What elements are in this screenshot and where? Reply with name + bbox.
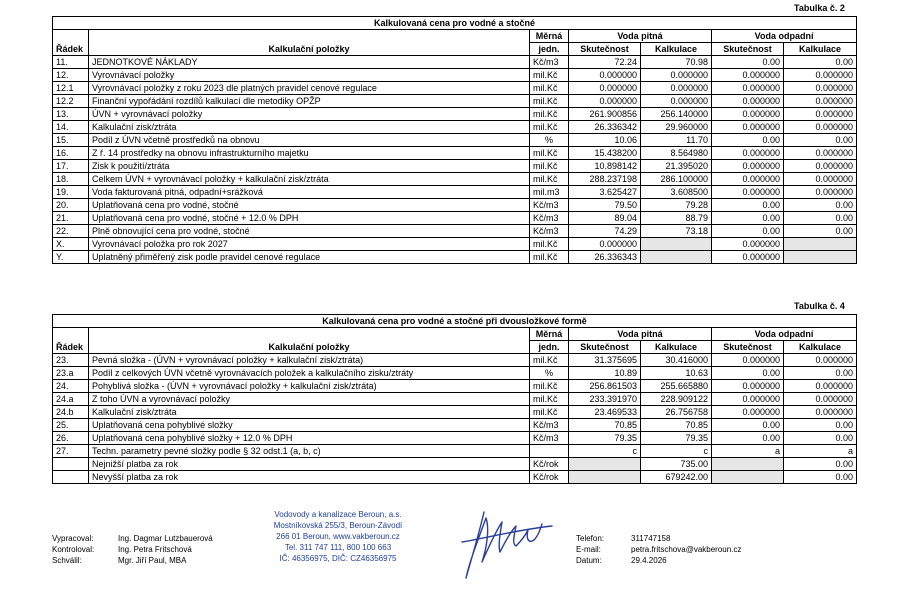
water-actual: 70.85 [569,419,641,432]
row-number: 24. [53,380,89,393]
item-name: Vyrovnávací položky [89,69,530,82]
item-name: Pohyblivá složka - (ÚVN + vyrovnávací položky + kalkulační zisk/ztráta) [89,380,530,393]
prepared-name: Ing. Dagmar Lutzbauerová [118,534,213,543]
water-actual: 233.391970 [569,393,641,406]
waste-calc: 0.000000 [784,406,857,419]
unit: % [530,134,569,147]
water-actual: 31.375695 [569,354,641,367]
waste-calc: 0.00 [784,134,857,147]
row-number: 12.2 [53,95,89,108]
table2-title: Kalkulovaná cena pro vodné a stočné [53,17,857,30]
waste-actual-header: Skutečnost [712,43,784,56]
item-name: Uplatňovaná cena pohyblivé složky + 12.0 % DPH [89,432,530,445]
item-name: Pevná složka - (ÚVN + vyrovnávací položky + kalkulační zisk/ztráta) [89,354,530,367]
waste-actual [712,458,784,471]
waste-actual: 0.000000 [712,251,784,264]
approved-label: Schválil: [52,556,82,565]
table-row [53,199,857,212]
waste-actual: 0.00 [712,199,784,212]
item-name: Vyrovnávací položka pro rok 2027 [89,238,530,251]
table4-title: Kalkulovaná cena pro vodné a stočné při dvousložkové formě [53,315,857,328]
stamp-line: Vodovody a kanalizace Beroun, a.s. [274,510,402,519]
table-row [53,432,857,445]
waste-actual: 0.00 [712,225,784,238]
water-calc: 3.608500 [641,186,712,199]
stamp-line: IČ: 46356975, DIČ: CZ46356975 [279,554,397,563]
checked-label: Kontroloval: [52,545,95,554]
unit: mil.Kč [530,121,569,134]
waste-actual: 0.00 [712,134,784,147]
water-actual: 10.06 [569,134,641,147]
company-stamp [248,509,428,564]
water-calc: 21.395020 [641,160,712,173]
waste-actual: 0.000000 [712,380,784,393]
unit: Kč/m3 [530,432,569,445]
table-row [53,380,857,393]
unit: Kč/m3 [530,212,569,225]
water-actual-header: Skutečnost [569,341,641,354]
waste-calc: 0.000000 [784,186,857,199]
water-actual: 79.50 [569,199,641,212]
waste-actual: 0.00 [712,432,784,445]
waste-actual: 0.000000 [712,95,784,108]
water-calc: 30.416000 [641,354,712,367]
waste-calc: 0.00 [784,199,857,212]
water-calc: 10.63 [641,367,712,380]
unit-header-bottom: jedn. [530,43,569,56]
water-actual: 10.898142 [569,160,641,173]
item-name: Finanční vypořádání rozdílů kalkulací dle metodiky OPŽP [89,95,530,108]
row-number [53,458,89,471]
waste-calc: 0.00 [784,225,857,238]
water-actual: 72.24 [569,56,641,69]
table-row [53,147,857,160]
item-name: Voda fakturovaná pitná, odpadní+srážková [89,186,530,199]
row-number: 11. [53,56,89,69]
water-calc: 0.000000 [641,82,712,95]
water-calc: 228.909122 [641,393,712,406]
water-calc: 26.756758 [641,406,712,419]
unit: mil.Kč [530,160,569,173]
unit: mil.Kč [530,380,569,393]
waste-actual: 0.000000 [712,82,784,95]
row-header: Řádek [53,328,89,354]
waste-actual: 0.000000 [712,69,784,82]
contact-info [576,533,741,566]
item-name: Nevyšší platba za rok [89,471,530,484]
approved-name: Mgr. Jiří Paul, MBA [118,556,187,565]
item-header: Kalkulační položky [89,328,530,354]
row-number: Y. [53,251,89,264]
water-actual: 0.000000 [569,82,641,95]
water-calc: 11.70 [641,134,712,147]
unit: mil.Kč [530,406,569,419]
waste-actual: 0.000000 [712,393,784,406]
checked-name: Ing. Petra Fritschová [118,545,192,554]
email-value: petra.fritschova@vakberoun.cz [631,545,742,554]
row-number [53,471,89,484]
water-header: Voda pitná [569,328,712,341]
waste-calc-header: Kalkulace [784,43,857,56]
waste-actual: 0.00 [712,212,784,225]
waste-calc: 0.000000 [784,160,857,173]
item-name: Plně obnovující cena pro vodné, stočné [89,225,530,238]
table-row [53,134,857,147]
item-name: Podíl z ÚVN včetně prostředků na obnovu [89,134,530,147]
item-name: Kalkulační zisk/ztráta [89,406,530,419]
water-calc: 79.28 [641,199,712,212]
item-name: Podíl z celkových ÚVN včetně vyrovnávacích položek a kalkulačního zisku/ztráty [89,367,530,380]
waste-calc-header: Kalkulace [784,341,857,354]
item-name: Techn. parametry pevné složky podle § 32 odst.1 (a, b, c) [89,445,530,458]
water-actual: 79.35 [569,432,641,445]
unit: mil.Kč [530,238,569,251]
unit-header-top: Měrná [530,30,569,43]
table4 [52,314,857,484]
table-row [53,69,857,82]
waste-calc: 0.000000 [784,354,857,367]
item-name: JEDNOTKOVÉ NÁKLADY [89,56,530,69]
water-actual: 288.237198 [569,173,641,186]
water-actual: 89.04 [569,212,641,225]
item-name: Nejnižší platba za rok [89,458,530,471]
unit: Kč/rok [530,458,569,471]
unit: mil.Kč [530,82,569,95]
item-header: Kalkulační položky [89,30,530,56]
waste-actual: 0.000000 [712,238,784,251]
water-calc: 735.00 [641,458,712,471]
waste-actual: 0.000000 [712,121,784,134]
water-calc: 679242.00 [641,471,712,484]
waste-calc: 0.00 [784,419,857,432]
water-actual: 0.000000 [569,95,641,108]
table-row [53,419,857,432]
unit: mil.Kč [530,95,569,108]
waste-calc: 0.000000 [784,108,857,121]
row-number: 15. [53,134,89,147]
waste-actual: 0.000000 [712,147,784,160]
table-row [53,173,857,186]
unit: mil.Kč [530,173,569,186]
waste-calc: 0.000000 [784,69,857,82]
water-calc: 286.100000 [641,173,712,186]
signatories [52,533,213,566]
row-number: 14. [53,121,89,134]
prepared-label: Vypracoval: [52,534,94,543]
waste-calc: 0.000000 [784,393,857,406]
waste-actual: 0.000000 [712,406,784,419]
table-row [53,445,857,458]
waste-actual: 0.00 [712,419,784,432]
water-actual: 15.438200 [569,147,641,160]
water-calc-header: Kalkulace [641,43,712,56]
item-name: Kalkulační zisk/ztráta [89,121,530,134]
water-calc: 29.960000 [641,121,712,134]
water-calc: 88.79 [641,212,712,225]
row-number: 13. [53,108,89,121]
water-actual: 0.000000 [569,238,641,251]
row-number: 23. [53,354,89,367]
waste-calc: 0.00 [784,56,857,69]
water-actual [569,458,641,471]
row-number: 16. [53,147,89,160]
date-label: Datum: [576,556,602,565]
table-row [53,225,857,238]
unit: mil.Kč [530,108,569,121]
waste-actual: 0.000000 [712,108,784,121]
unit: Kč/rok [530,471,569,484]
item-name: Uplatňovaná cena pohyblivé složky [89,419,530,432]
waste-calc: 0.00 [784,212,857,225]
water-actual [569,471,641,484]
table-row [53,393,857,406]
row-number: 26. [53,432,89,445]
unit: Kč/m3 [530,225,569,238]
row-number: 19. [53,186,89,199]
water-calc: 70.85 [641,419,712,432]
water-calc: 0.000000 [641,95,712,108]
row-number: 12. [53,69,89,82]
row-number: 17. [53,160,89,173]
water-actual: 23.469533 [569,406,641,419]
table4-label: Tabulka č. 4 [794,301,845,311]
unit: mil.Kč [530,147,569,160]
waste-actual: 0.00 [712,367,784,380]
row-number: 18. [53,173,89,186]
item-name: ÚVN + vyrovnávací položky [89,108,530,121]
unit: % [530,367,569,380]
phone-label: Telefon: [576,534,605,543]
table-row [53,160,857,173]
item-name: Zisk k použití/ztráta [89,160,530,173]
waste-actual [712,471,784,484]
waste-calc: 0.00 [784,471,857,484]
water-calc: 73.18 [641,225,712,238]
unit: Kč/m3 [530,419,569,432]
row-number: X. [53,238,89,251]
unit: mil.m3 [530,186,569,199]
row-number: 20. [53,199,89,212]
water-calc: 255.665880 [641,380,712,393]
row-number: 21. [53,212,89,225]
water-calc: 256.140000 [641,108,712,121]
waste-actual-header: Skutečnost [712,341,784,354]
water-calc [641,238,712,251]
water-actual: 26.336343 [569,251,641,264]
table-row [53,82,857,95]
signature-image [456,500,566,590]
water-calc: 70.98 [641,56,712,69]
water-calc-header: Kalkulace [641,341,712,354]
date-value: 29.4.2026 [631,556,667,565]
waste-calc: 0.000000 [784,173,857,186]
table-row [53,108,857,121]
waste-calc [784,251,857,264]
stamp-line: Mostníkovská 255/3, Beroun-Závodí [273,521,403,530]
water-calc: 0.000000 [641,69,712,82]
waste-header: Voda odpadní [712,328,857,341]
unit: mil.Kč [530,393,569,406]
table-row [53,238,857,251]
table-row [53,458,857,471]
water-calc: c [641,445,712,458]
waste-actual: 0.000000 [712,160,784,173]
table-row [53,471,857,484]
row-number: 27. [53,445,89,458]
waste-calc: 0.000000 [784,82,857,95]
water-actual: 26.336342 [569,121,641,134]
water-calc: 8.564980 [641,147,712,160]
waste-actual: a [712,445,784,458]
waste-actual: 0.000000 [712,186,784,199]
table-row [53,406,857,419]
table-row [53,186,857,199]
water-calc [641,251,712,264]
table2-label: Tabulka č. 2 [794,3,845,13]
row-number: 24.a [53,393,89,406]
unit-header-bottom: jedn. [530,341,569,354]
water-actual-header: Skutečnost [569,43,641,56]
table-row [53,95,857,108]
item-name: Uplatňovaná cena pro vodné, stočné [89,199,530,212]
waste-calc: a [784,445,857,458]
waste-calc: 0.000000 [784,380,857,393]
waste-calc: 0.000000 [784,121,857,134]
row-number: 24.b [53,406,89,419]
waste-calc: 0.000000 [784,95,857,108]
waste-calc: 0.00 [784,432,857,445]
row-number: 22. [53,225,89,238]
item-name: Uplatněný přiměřený zisk podle pravidel cenové regulace [89,251,530,264]
waste-calc: 0.00 [784,367,857,380]
unit: Kč/m3 [530,199,569,212]
unit: Kč/m3 [530,56,569,69]
unit [530,445,569,458]
item-name: Uplatňovaná cena pro vodné, stočné + 12.0 % DPH [89,212,530,225]
water-actual: 74.29 [569,225,641,238]
waste-actual: 0.00 [712,56,784,69]
water-actual: c [569,445,641,458]
table-row [53,56,857,69]
unit: mil.Kč [530,251,569,264]
table2 [52,16,857,264]
waste-calc [784,238,857,251]
row-number: 25. [53,419,89,432]
unit-header-top: Měrná [530,328,569,341]
water-actual: 256.861503 [569,380,641,393]
water-actual: 3.625427 [569,186,641,199]
water-actual: 0.000000 [569,69,641,82]
stamp-line: 266 01 Beroun, www.vakberoun.cz [276,532,400,541]
table-row [53,367,857,380]
waste-header: Voda odpadní [712,30,857,43]
row-number: 12.1 [53,82,89,95]
water-actual: 10.89 [569,367,641,380]
unit: mil.Kč [530,354,569,367]
waste-actual: 0.000000 [712,354,784,367]
stamp-line: Tel. 311 747 111, 800 100 663 [284,543,392,552]
phone-value: 311747158 [631,534,671,543]
water-actual: 261.900856 [569,108,641,121]
item-name: Celkem ÚVN + vyrovnávací položky + kalkulační zisk/ztráta [89,173,530,186]
item-name: Vyrovnávací položky z roku 2023 dle platných pravidel cenové regulace [89,82,530,95]
table-row [53,212,857,225]
water-calc: 79.35 [641,432,712,445]
table-row [53,121,857,134]
table-row [53,251,857,264]
waste-actual: 0.000000 [712,173,784,186]
row-header: Řádek [53,30,89,56]
item-name: Z toho ÚVN a vyrovnávací položky [89,393,530,406]
water-header: Voda pitná [569,30,712,43]
unit: mil.Kč [530,69,569,82]
table-row [53,354,857,367]
row-number: 23.a [53,367,89,380]
waste-calc: 0.00 [784,458,857,471]
waste-calc: 0.000000 [784,147,857,160]
item-name: Z ř. 14 prostředky na obnovu infrastrukturního majetku [89,147,530,160]
email-label: E-mail: [576,545,601,554]
